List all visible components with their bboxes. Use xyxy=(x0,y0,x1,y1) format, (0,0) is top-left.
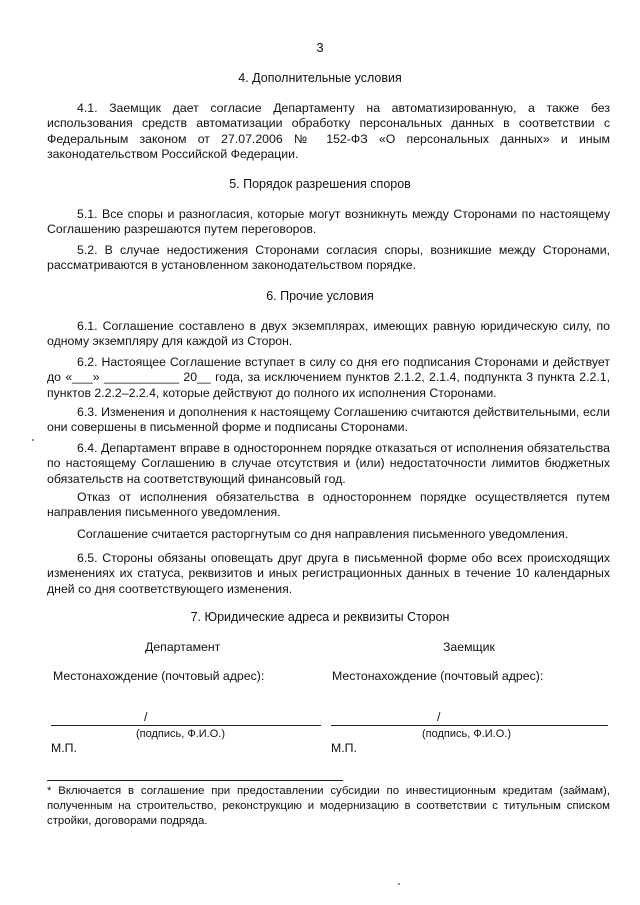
left-address-label: Местонахождение (почтовый адрес): xyxy=(53,669,265,683)
right-party-name: Заемщик xyxy=(443,640,495,654)
left-party-name: Департамент xyxy=(145,640,221,654)
paragraph-5-1: 5.1. Все споры и разногласия, которые могут возникнуть между Сторонами по настоящему Соглашению разрешаются путем переговоров. xyxy=(47,207,610,237)
paragraph-6-4: 6.4. Департамент вправе в одностороннем порядке отказаться от исполнения обязательства по настоящему Соглашению в случае отсутствия и (или) недостаточности лимитов бюджетных обязательств на соответствующий финансовый год. xyxy=(47,441,610,486)
right-signature-slash: / xyxy=(437,710,441,724)
paragraph-4-1: 4.1. Заемщик дает согласие Департаменту на автоматизированную, а также без использования средств автоматизации обработку персональных данных в соответствии с Федеральным законом от 27.07.2006 № 152-ФЗ «О персональных данных» и иным законодательством Российской Федерации. xyxy=(47,101,610,162)
paragraph-5-2: 5.2. В случае недостижения Сторонами согласия споры, возникшие между Сторонами, рассматриваются в установленном законодательством порядке. xyxy=(47,243,610,273)
paragraph-6-5: 6.5. Стороны обязаны оповещать друг друга в письменной форме обо всех происходящих изменениях их статуса, реквизитов и иных регистрационных данных в течение 10 календарных дней со дня соответствующего изменения. xyxy=(47,551,610,596)
paragraph-6-4-termination: Соглашение считается расторгнутым со дня направления письменного уведомления. xyxy=(77,527,569,541)
left-signature-caption: (подпись, Ф.И.О.) xyxy=(136,728,226,740)
scan-speck xyxy=(398,883,400,885)
left-stamp-place: М.П. xyxy=(51,741,77,755)
footnote-separator xyxy=(47,780,343,781)
scan-speck xyxy=(32,439,34,441)
paragraph-6-2: 6.2. Настоящее Соглашение вступает в силу со дня его подписания Сторонами и действует до «___» ___________ 20__ года, за исключением пунктов 2.1.2, 2.1.4, подпункта 3 пункта 2.2.1, пунктов 2.2.2–2.2.4, которые действуют до полного их исполнения Сторонами. xyxy=(47,355,610,400)
paragraph-6-4-refusal: Отказ от исполнения обязательства в одностороннем порядке осуществляется путем направления письменного уведомления. xyxy=(47,490,610,520)
right-address-label: Местонахождение (почтовый адрес): xyxy=(332,669,544,683)
section-6-heading: 6. Прочие условия xyxy=(266,289,374,303)
section-4-heading: 4. Дополнительные условия xyxy=(238,71,402,85)
page-number: 3 xyxy=(316,40,324,55)
paragraph-6-3: 6.3. Изменения и дополнения к настоящему Соглашению считаются действительными, если они совершены в письменной форме и подписаны Сторонами. xyxy=(47,405,610,435)
footnote: * Включается в соглашение при предоставлении субсидии по инвестиционным кредитам (займам), полученным на строительство, реконструкцию и модернизацию в соответствии с титульным списком стройки, договорами подряда. xyxy=(47,785,610,827)
left-signature-line xyxy=(51,725,321,726)
right-stamp-place: М.П. xyxy=(331,741,357,755)
right-signature-line xyxy=(331,725,608,726)
section-5-heading: 5. Порядок разрешения споров xyxy=(229,177,411,191)
section-7-heading: 7. Юридические адреса и реквизиты Сторон xyxy=(190,610,450,624)
left-signature-slash: / xyxy=(144,710,148,724)
paragraph-6-1: 6.1. Соглашение составлено в двух экземплярах, имеющих равную юридическую силу, по одному экземпляру для каждой из Сторон. xyxy=(47,319,610,349)
right-signature-caption: (подпись, Ф.И.О.) xyxy=(422,728,512,740)
